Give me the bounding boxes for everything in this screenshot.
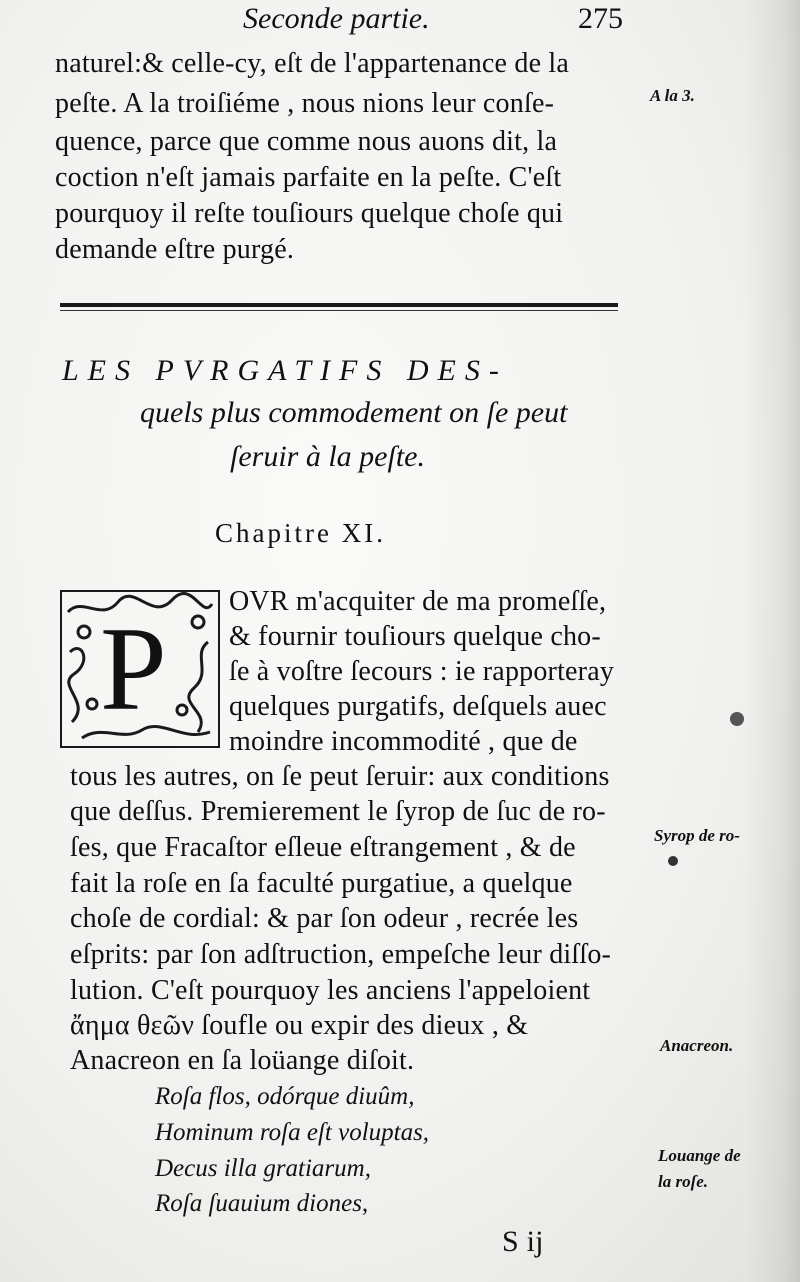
text-line: pourquoy il reſte touſiours quelque choſe qui (55, 198, 564, 229)
text-line: quelques purgatifs, deſquels auec (229, 691, 607, 722)
text-line: naturel:& celle-cy, eſt de l'appartenance de la (55, 48, 570, 79)
text-line: quence, parce que comme nous auons dit, la (55, 126, 558, 157)
text-line: ἄημα θεῶν ſoufle ou expir des dieux , & (70, 1010, 529, 1041)
margin-note: Syrop de ro- (654, 826, 740, 845)
margin-note: A la 3. (650, 86, 695, 105)
text-line: tous les autres, on ſe peut ſeruir: aux conditions (70, 761, 610, 792)
page-number: 275 (578, 2, 623, 35)
text-line: & fournir touſiours quelque cho- (229, 621, 601, 652)
section-title-line: quels plus commodement on ſe peut (140, 396, 568, 429)
text-line: demande eſtre purgé. (55, 234, 295, 265)
text-line: coction n'eſt jamais parfaite en la peſte. C'eſt (55, 162, 562, 193)
running-title: Seconde partie. (243, 2, 430, 35)
chapter-heading: Chapitre XI. (215, 518, 386, 548)
text-line: moindre incommodité , que de (229, 726, 578, 757)
drop-cap-letter: P (100, 602, 167, 735)
poem-line: Decus illa gratiarum, (155, 1155, 371, 1182)
text-line: fait la roſe en ſa faculté purgatiue, a quelque (70, 868, 573, 899)
text-line: ſes, que Fracaſtor eſleue eſtrangement , & de (70, 832, 576, 863)
text-line: OVR m'acquiter de ma promeſſe, (229, 586, 607, 617)
text-line: eſprits: par ſon adſtruction, empeſche leur diſſo- (70, 939, 612, 970)
margin-note: Anacreon. (660, 1036, 734, 1055)
section-rule (60, 303, 618, 307)
section-title-line: ſeruir à la peſte. (230, 440, 425, 473)
margin-note: Louange de (658, 1146, 741, 1165)
text-line: peſte. A la troiſiéme , nous nions leur conſe- (55, 88, 555, 119)
page-gutter-shadow (745, 0, 800, 1282)
poem-line: Roſa ſuauium diones, (155, 1190, 369, 1217)
text-line: Anacreon en ſa loüange diſoit. (70, 1045, 415, 1076)
section-title-line: LES PVRGATIFS DES- (62, 354, 508, 387)
text-line: lution. C'eſt pourquoy les anciens l'appeloient (70, 975, 591, 1006)
text-line: choſe de cordial: & par ſon odeur , recrée les (70, 903, 579, 934)
margin-note: la roſe. (658, 1172, 709, 1191)
ornamental-initial (60, 590, 220, 748)
text-line: que deſſus. Premierement le ſyrop de ſuc de ro- (70, 796, 606, 827)
ink-spot (668, 856, 678, 866)
section-rule-thin (60, 310, 618, 311)
signature-mark: S ij (502, 1225, 544, 1258)
poem-line: Roſa flos, odórque diuûm, (155, 1083, 415, 1110)
poem-line: Hominum roſa eſt voluptas, (155, 1119, 430, 1146)
ink-spot (730, 712, 744, 726)
text-line: ſe à voſtre ſecours : ie rapporteray (229, 656, 615, 687)
